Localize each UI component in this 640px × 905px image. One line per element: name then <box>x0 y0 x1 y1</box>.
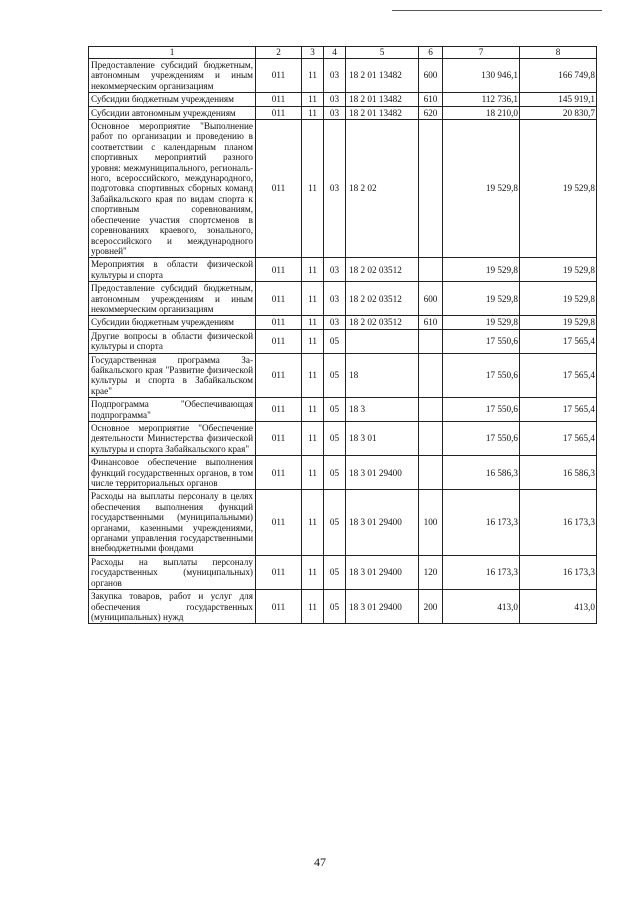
ministry-code: 011 <box>256 398 302 422</box>
item-name: Мероприятия в области физической культуры и спорта <box>89 258 256 282</box>
subsection-code: 05 <box>324 353 346 398</box>
item-name: Основное мероприятие "Обеспечение деятельности Министерства физической культуры и спорта Забайкальского края" <box>89 422 256 456</box>
table-row <box>89 490 597 555</box>
subsection-code: 05 <box>324 555 346 589</box>
amount-year-1: 16 173,3 <box>443 555 520 589</box>
amount-year-2: 17 565,4 <box>520 353 597 398</box>
subsection-code: 03 <box>324 93 346 106</box>
expense-type-code <box>419 258 443 282</box>
table-row <box>89 106 597 119</box>
ministry-code: 011 <box>256 93 302 106</box>
target-article-code <box>346 329 419 353</box>
amount-year-2: 17 565,4 <box>520 329 597 353</box>
table-row <box>89 398 597 422</box>
item-name: Субсидии бюджетным учреждениям <box>89 316 256 329</box>
amount-year-1: 413,0 <box>443 590 520 624</box>
ministry-code: 011 <box>256 59 302 93</box>
section-code: 11 <box>302 353 324 398</box>
amount-year-2: 16 173,3 <box>520 555 597 589</box>
expense-type-code <box>419 329 443 353</box>
table-row <box>89 329 597 353</box>
ministry-code: 011 <box>256 282 302 316</box>
expense-type-code: 100 <box>419 490 443 555</box>
header-cell: 4 <box>324 47 346 59</box>
amount-year-2: 16 173,3 <box>520 490 597 555</box>
subsection-code: 03 <box>324 258 346 282</box>
item-name: Расходы на выплаты персоналу в целях обеспечения выполнения функций государственными (муниципальными) органами, казенными учреждениями, органами управления государственными внебюджетными фондами <box>89 490 256 555</box>
ministry-code: 011 <box>256 456 302 490</box>
amount-year-2: 413,0 <box>520 590 597 624</box>
section-code: 11 <box>302 120 324 258</box>
table-row <box>89 422 597 456</box>
expense-type-code: 120 <box>419 555 443 589</box>
ministry-code: 011 <box>256 316 302 329</box>
subsection-code: 03 <box>324 120 346 258</box>
expense-type-code <box>419 456 443 490</box>
table-row <box>89 59 597 93</box>
expense-type-code <box>419 120 443 258</box>
amount-year-1: 112 736,1 <box>443 93 520 106</box>
header-cell: 7 <box>443 47 520 59</box>
amount-year-1: 19 529,8 <box>443 316 520 329</box>
target-article-code: 18 3 <box>346 398 419 422</box>
item-name: Предоставление субсидий бюджетным, автономным учреждениям и иным некоммерческим организациям <box>89 282 256 316</box>
ministry-code: 011 <box>256 590 302 624</box>
header-cell: 5 <box>346 47 419 59</box>
amount-year-1: 17 550,6 <box>443 422 520 456</box>
amount-year-2: 20 830,7 <box>520 106 597 119</box>
table-row <box>89 590 597 624</box>
target-article-code: 18 3 01 29400 <box>346 590 419 624</box>
header-cell: 2 <box>256 47 302 59</box>
item-name: Подпрограмма "Обеспечивающая подпрограмма" <box>89 398 256 422</box>
item-name: Предоставление субсидий бюджетным, автономным учреждениям и иным некоммерческим организациям <box>89 59 256 93</box>
ministry-code: 011 <box>256 490 302 555</box>
section-code: 11 <box>302 282 324 316</box>
ministry-code: 011 <box>256 555 302 589</box>
target-article-code: 18 2 02 03512 <box>346 258 419 282</box>
section-code: 11 <box>302 398 324 422</box>
section-code: 11 <box>302 106 324 119</box>
table-row <box>89 258 597 282</box>
amount-year-1: 19 529,8 <box>443 258 520 282</box>
section-code: 11 <box>302 422 324 456</box>
ministry-code: 011 <box>256 120 302 258</box>
section-code: 11 <box>302 258 324 282</box>
target-article-code: 18 2 02 03512 <box>346 316 419 329</box>
subsection-code: 03 <box>324 316 346 329</box>
item-name: Государственная программа Забайкальского края "Развитие физической культуры и спорта в Забайкальском крае" <box>89 353 256 398</box>
subsection-code: 03 <box>324 106 346 119</box>
item-name: Субсидии бюджетным учреждениям <box>89 93 256 106</box>
budget-table <box>88 46 597 624</box>
amount-year-2: 17 565,4 <box>520 398 597 422</box>
expense-type-code <box>419 353 443 398</box>
section-code: 11 <box>302 490 324 555</box>
amount-year-1: 17 550,6 <box>443 329 520 353</box>
subsection-code: 03 <box>324 282 346 316</box>
table-row <box>89 555 597 589</box>
amount-year-1: 19 529,8 <box>443 282 520 316</box>
expense-type-code: 610 <box>419 316 443 329</box>
header-cell: 3 <box>302 47 324 59</box>
header-row <box>89 47 597 59</box>
amount-year-2: 19 529,8 <box>520 282 597 316</box>
amount-year-1: 17 550,6 <box>443 398 520 422</box>
subsection-code: 05 <box>324 590 346 624</box>
section-code: 11 <box>302 93 324 106</box>
item-name: Другие вопросы в области физической культуры и спорта <box>89 329 256 353</box>
target-article-code: 18 2 02 03512 <box>346 282 419 316</box>
ministry-code: 011 <box>256 106 302 119</box>
amount-year-1: 130 946,1 <box>443 59 520 93</box>
subsection-code: 05 <box>324 422 346 456</box>
table-row <box>89 120 597 258</box>
amount-year-1: 18 210,0 <box>443 106 520 119</box>
target-article-code: 18 2 01 13482 <box>346 59 419 93</box>
expense-type-code <box>419 422 443 456</box>
ministry-code: 011 <box>256 258 302 282</box>
section-code: 11 <box>302 456 324 490</box>
table-row <box>89 353 597 398</box>
subsection-code: 03 <box>324 59 346 93</box>
amount-year-2: 17 565,4 <box>520 422 597 456</box>
target-article-code: 18 3 01 <box>346 422 419 456</box>
amount-year-2: 145 919,1 <box>520 93 597 106</box>
amount-year-2: 19 529,8 <box>520 258 597 282</box>
table-row <box>89 316 597 329</box>
top-rule <box>392 10 602 11</box>
table-row <box>89 93 597 106</box>
target-article-code: 18 2 02 <box>346 120 419 258</box>
ministry-code: 011 <box>256 329 302 353</box>
header-cell: 8 <box>520 47 597 59</box>
ministry-code: 011 <box>256 422 302 456</box>
expense-type-code <box>419 398 443 422</box>
amount-year-2: 19 529,8 <box>520 316 597 329</box>
amount-year-1: 19 529,8 <box>443 120 520 258</box>
item-name: Закупка товаров, работ и услуг для обеспечения государственных (муниципальных) нужд <box>89 590 256 624</box>
target-article-code: 18 2 01 13482 <box>346 93 419 106</box>
amount-year-2: 16 586,3 <box>520 456 597 490</box>
target-article-code: 18 2 01 13482 <box>346 106 419 119</box>
target-article-code: 18 3 01 29400 <box>346 490 419 555</box>
section-code: 11 <box>302 59 324 93</box>
expense-type-code: 600 <box>419 282 443 316</box>
subsection-code: 05 <box>324 490 346 555</box>
section-code: 11 <box>302 555 324 589</box>
amount-year-1: 16 586,3 <box>443 456 520 490</box>
table-row <box>89 282 597 316</box>
target-article-code: 18 3 01 29400 <box>346 456 419 490</box>
section-code: 11 <box>302 590 324 624</box>
section-code: 11 <box>302 316 324 329</box>
expense-type-code: 200 <box>419 590 443 624</box>
amount-year-2: 166 749,8 <box>520 59 597 93</box>
item-name: Финансовое обеспечение выполнения функций государственных органов, в том числе территориальных органов <box>89 456 256 490</box>
amount-year-1: 16 173,3 <box>443 490 520 555</box>
target-article-code: 18 3 01 29400 <box>346 555 419 589</box>
page-number: 47 <box>314 855 326 869</box>
item-name: Расходы на выплаты персоналу государственных (муниципальных) органов <box>89 555 256 589</box>
expense-type-code: 610 <box>419 93 443 106</box>
item-name: Субсидии автономным учреждениям <box>89 106 256 119</box>
subsection-code: 05 <box>324 329 346 353</box>
subsection-code: 05 <box>324 398 346 422</box>
expense-type-code: 620 <box>419 106 443 119</box>
amount-year-1: 17 550,6 <box>443 353 520 398</box>
expense-type-code: 600 <box>419 59 443 93</box>
section-code: 11 <box>302 329 324 353</box>
amount-year-2: 19 529,8 <box>520 120 597 258</box>
header-cell: 6 <box>419 47 443 59</box>
item-name: Основное мероприятие "Выполнение работ по организации и проведению в соответствии с календарным планом спортивных мероприятий разного уровня: межмуниципального, регионального, всероссийского, международного, подготовка спортивных сборных команд Забайкальского края по видам спорта к спортивным соревнованиям, обеспечение участия спортсменов в соревнованиях краевого, зонального, всероссийского и международного уровней" <box>89 120 256 258</box>
header-cell: 1 <box>89 47 256 59</box>
table-row <box>89 456 597 490</box>
ministry-code: 011 <box>256 353 302 398</box>
subsection-code: 05 <box>324 456 346 490</box>
target-article-code: 18 <box>346 353 419 398</box>
